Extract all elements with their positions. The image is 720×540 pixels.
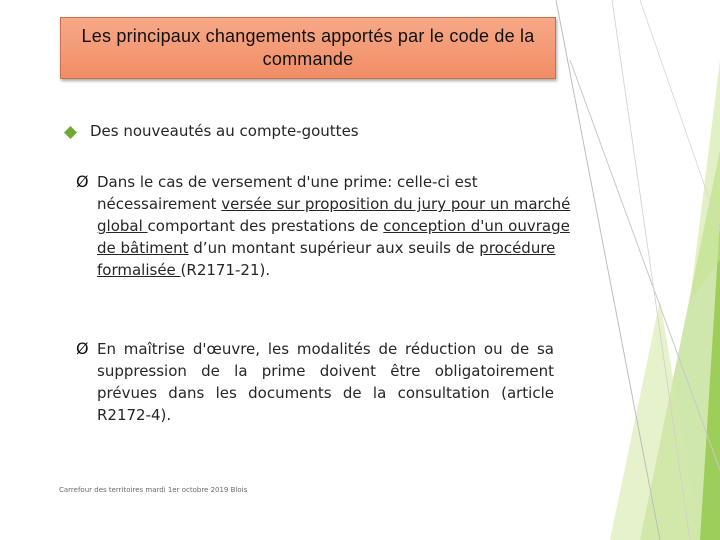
slide-title: Les principaux changements apportés par le code de la commande [81, 26, 535, 69]
p1-text-1: Dans le cas de versement d'une prime: celle-ci est nécessairement [97, 173, 478, 213]
paragraph-prime-text [97, 171, 576, 281]
paragraph-moe [76, 338, 554, 426]
p1-underlined-2: conception d'un ouvrage de bâtiment [97, 217, 570, 257]
paragraph-moe-text: En maîtrise d'œuvre, les modalités de réduction ou de sa suppression de la prime doivent être obligatoirement prévues dans les documents de la consultation (article R2172-4). [97, 340, 554, 424]
heading-bullet [64, 122, 359, 140]
paragraph-prime [76, 171, 576, 281]
p1-text-3: d’un montant supérieur aux seuils de [188, 239, 480, 257]
slide-footer: Carrefour des territoires mardi 1er octobre 2019 Blois [59, 486, 248, 494]
green-facet-soft [690, 60, 720, 300]
deco-line-4 [640, 0, 720, 230]
heading-text: Des nouveautés au compte-gouttes [90, 122, 359, 140]
p1-text-2: comportant des prestations de [147, 217, 384, 235]
slide-title-box [60, 17, 556, 79]
p1-underlined-3: procédure formalisée [97, 239, 556, 279]
arrow-bullet-icon: Ø [76, 172, 89, 191]
p1-text-4: (R2171-21). [180, 261, 271, 279]
diamond-bullet-icon [64, 126, 77, 139]
arrow-bullet-icon: Ø [76, 339, 89, 358]
p1-underlined-1: versée sur proposition du jury pour un marché global [97, 195, 571, 235]
